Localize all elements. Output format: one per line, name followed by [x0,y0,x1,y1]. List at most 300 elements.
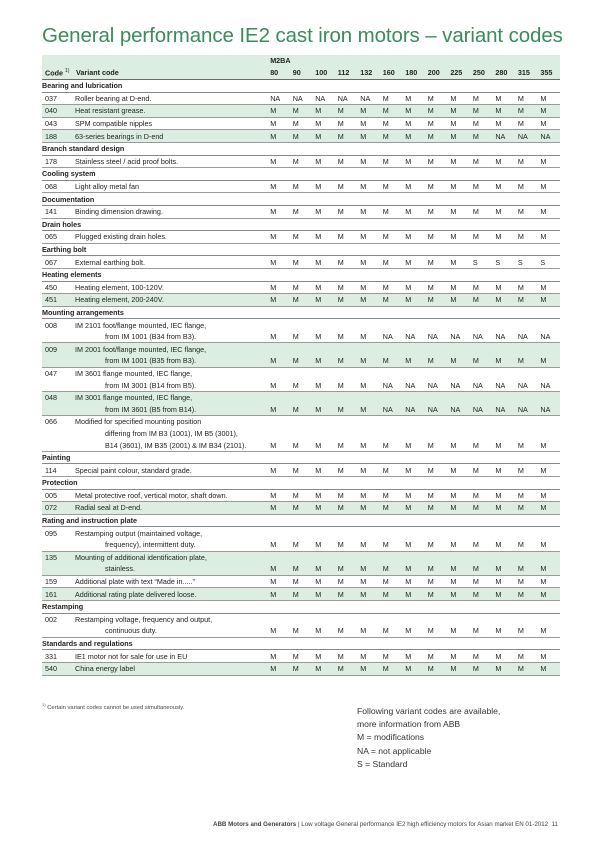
availability-cell [290,527,313,539]
availability-cell: M [447,464,470,477]
variant-code: 450 [42,281,72,294]
availability-cell: M [312,294,335,307]
availability-cell: M [492,105,515,118]
availability-cell: M [537,281,560,294]
table-row [42,625,560,637]
availability-cell: M [425,155,448,168]
availability-cell: M [515,231,538,244]
availability-cell: M [290,650,313,663]
availability-cell: M [267,539,290,551]
availability-cell: M [470,439,493,451]
availability-cell: M [447,155,470,168]
availability-cell: M [267,464,290,477]
table-row [42,613,560,625]
variant-code: 095 [45,528,57,538]
availability-cell: M [312,130,335,143]
availability-cell [402,551,425,563]
availability-cell: M [402,117,425,130]
variant-description: Special paint colour, standard grade. [72,464,267,477]
availability-cell [537,416,560,428]
legend-line: NA = not applicable [357,745,432,756]
availability-cell [335,551,358,563]
availability-cell: M [335,439,358,451]
availability-cell [515,367,538,379]
availability-cell: M [267,180,290,193]
variant-code: 008 [45,320,57,330]
footnote-mark: 1) [42,702,46,707]
availability-cell: M [447,205,470,218]
availability-cell: M [470,464,493,477]
availability-cell: M [402,205,425,218]
variant-code [42,403,72,415]
availability-cell: NA [290,92,313,105]
table-row [42,403,560,415]
availability-cell [537,319,560,331]
variant-code: 141 [42,205,72,218]
availability-cell: M [447,489,470,502]
section-title: Heating elements [42,268,560,281]
availability-cell [537,343,560,355]
availability-cell [425,613,448,625]
code-footnote-mark: 1) [64,67,70,74]
availability-cell [447,343,470,355]
availability-cell: NA [335,92,358,105]
variant-description: External earthing bolt. [72,256,267,269]
availability-cell: M [335,539,358,551]
availability-cell: M [267,588,290,601]
availability-cell: M [312,575,335,588]
section-row [42,268,560,281]
variant-code: 188 [42,130,72,143]
availability-cell [357,391,380,403]
availability-cell: M [290,355,313,367]
variant-description: China energy label [72,662,267,675]
availability-cell: M [380,464,403,477]
table-row [42,155,560,168]
availability-cell: M [312,355,335,367]
availability-cell: M [290,575,313,588]
availability-cell [267,428,290,440]
availability-cell [380,551,403,563]
section-title: Branch standard design [42,142,560,155]
availability-cell: NA [537,403,560,415]
availability-cell: M [380,650,403,663]
availability-cell [402,391,425,403]
availability-cell [335,416,358,428]
availability-cell [470,367,493,379]
availability-cell: M [402,105,425,118]
availability-cell: M [447,539,470,551]
table-row [42,489,560,502]
availability-cell: M [357,130,380,143]
availability-cell: NA [492,331,515,343]
product-header: M2BA [267,55,560,66]
section-title: Painting [42,451,560,464]
availability-cell: M [357,294,380,307]
availability-cell: NA [447,379,470,391]
legend-line: S = Standard [357,758,408,769]
availability-cell [290,416,313,428]
variant-description: Roller bearing at D-end. [72,92,267,105]
variant-description: frequency), intermittent duty. [72,539,267,551]
availability-cell: M [357,403,380,415]
table-row [42,416,560,428]
availability-cell: M [537,205,560,218]
availability-cell: M [425,205,448,218]
availability-cell [335,343,358,355]
footer-text: Low voltage General performance IE2 high efficiency motors for Asian market EN 01-2012 [301,821,549,828]
availability-cell [425,428,448,440]
availability-cell: M [425,502,448,515]
availability-cell: M [515,155,538,168]
availability-cell: M [380,205,403,218]
availability-cell: NA [470,379,493,391]
variant-code [42,331,72,343]
variant-description: from IM 3001 (B14 from B5). [72,379,267,391]
availability-cell: M [425,281,448,294]
availability-cell [290,319,313,331]
availability-cell: M [312,256,335,269]
table-row [42,343,560,355]
availability-cell: M [402,439,425,451]
availability-cell: M [537,294,560,307]
availability-cell: M [537,563,560,575]
availability-cell: M [380,256,403,269]
availability-cell: M [425,105,448,118]
availability-cell: M [515,294,538,307]
availability-cell: M [357,256,380,269]
availability-cell [402,416,425,428]
availability-cell: NA [492,403,515,415]
availability-cell: M [470,294,493,307]
variant-code [42,539,72,551]
size-header: 200 [425,66,448,80]
variant-code [42,563,72,575]
availability-cell: M [267,563,290,575]
availability-cell: M [447,355,470,367]
variant-code: 005 [42,489,72,502]
availability-cell: M [425,256,448,269]
variant-description: Plugged existing drain holes. [72,231,267,244]
availability-cell: M [447,625,470,637]
availability-cell: M [267,155,290,168]
legend-line: more information from ABB [357,719,461,730]
availability-cell: M [492,625,515,637]
availability-cell: M [312,180,335,193]
availability-cell: M [537,117,560,130]
availability-cell [447,416,470,428]
page-number: 11 [551,821,558,828]
availability-cell: M [515,281,538,294]
availability-cell: M [470,231,493,244]
availability-cell: M [425,130,448,143]
availability-cell [492,367,515,379]
availability-cell [267,416,290,428]
availability-cell: M [402,662,425,675]
availability-cell [537,367,560,379]
availability-cell [515,428,538,440]
size-header: 355 [537,66,560,80]
availability-cell [312,428,335,440]
availability-cell: M [380,575,403,588]
availability-cell: M [402,625,425,637]
variant-description: Heat resistant grease. [72,105,267,118]
availability-cell: M [492,180,515,193]
availability-cell: M [290,625,313,637]
table-row [42,379,560,391]
legend-line: Following variant codes are available, [357,706,501,716]
section-row [42,193,560,206]
availability-cell: M [402,539,425,551]
table-row [42,575,560,588]
availability-cell: M [537,625,560,637]
table-row [42,662,560,675]
availability-cell [335,367,358,379]
availability-cell: M [312,563,335,575]
availability-cell: M [515,105,538,118]
availability-cell: M [515,92,538,105]
availability-cell [380,367,403,379]
availability-cell: M [357,231,380,244]
availability-cell: M [380,294,403,307]
availability-cell [402,319,425,331]
availability-cell: M [515,650,538,663]
availability-cell: M [402,130,425,143]
availability-cell: M [312,650,335,663]
availability-cell: M [335,231,358,244]
availability-cell [312,416,335,428]
availability-cell: M [425,231,448,244]
availability-cell: M [470,281,493,294]
availability-cell: M [537,180,560,193]
availability-cell [380,343,403,355]
availability-cell: M [447,256,470,269]
availability-cell: M [357,575,380,588]
availability-cell: M [267,117,290,130]
availability-cell: M [357,502,380,515]
section-title: Earthing bolt [42,243,560,256]
table-row [42,117,560,130]
availability-cell: M [515,588,538,601]
table-row [42,92,560,105]
table-row [42,428,560,440]
table-row [42,539,560,551]
variant-description: SPM compatible nipples [72,117,267,130]
availability-cell: M [357,117,380,130]
availability-cell: M [357,180,380,193]
availability-cell: NA [380,403,403,415]
availability-cell: M [335,117,358,130]
availability-cell: M [335,180,358,193]
variant-description: from IM 3601 (B5 from B14). [72,403,267,415]
variant-description: Restamping voltage, frequency and output, [75,614,213,624]
availability-cell: M [402,575,425,588]
variant-description: 63-series bearings in D-end [72,130,267,143]
availability-cell: NA [537,130,560,143]
availability-cell: M [312,625,335,637]
availability-cell: M [380,231,403,244]
size-header: 80 [267,66,290,80]
variant-code: 002 [45,614,57,624]
variant-description: differing from IM B3 (1001), IM B5 (3001), [105,428,238,438]
table-header-row [42,66,560,80]
availability-cell: M [335,281,358,294]
availability-cell [357,367,380,379]
availability-cell: M [290,563,313,575]
availability-cell: M [492,92,515,105]
availability-cell: M [335,464,358,477]
availability-cell [515,391,538,403]
section-row [42,451,560,464]
section-title: Mounting arrangements [42,306,560,319]
variant-description: Modified for specified mounting position [75,417,202,427]
size-header: 180 [402,66,425,80]
availability-cell [447,551,470,563]
availability-cell: M [402,155,425,168]
availability-cell [425,416,448,428]
availability-cell: M [267,439,290,451]
availability-cell: M [335,205,358,218]
availability-cell: M [335,256,358,269]
variant-code: 066 [45,417,57,427]
variant-description: Light alloy metal fan [72,180,267,193]
availability-cell [312,319,335,331]
table-row [42,367,560,379]
availability-cell: M [492,650,515,663]
availability-cell: M [492,281,515,294]
availability-cell: M [537,650,560,663]
section-row [42,80,560,93]
variant-code [42,355,72,367]
availability-cell: NA [515,331,538,343]
availability-cell: M [447,281,470,294]
section-row [42,168,560,181]
availability-cell: M [470,650,493,663]
availability-cell [335,428,358,440]
section-title: Cooling system [42,168,560,181]
availability-cell: M [492,231,515,244]
table-row [42,650,560,663]
size-header: 90 [290,66,313,80]
availability-cell [470,613,493,625]
variant-description: continuous duty. [72,625,267,637]
availability-cell: M [290,281,313,294]
availability-cell: M [492,539,515,551]
table-row [42,180,560,193]
availability-cell: M [335,502,358,515]
availability-cell [447,527,470,539]
availability-cell: M [537,502,560,515]
availability-cell: M [425,489,448,502]
availability-cell: M [267,281,290,294]
availability-cell: M [447,117,470,130]
availability-cell [312,391,335,403]
availability-cell: M [312,502,335,515]
size-header: 280 [492,66,515,80]
availability-cell: M [515,489,538,502]
availability-cell [290,391,313,403]
availability-cell [380,319,403,331]
availability-cell: M [380,355,403,367]
availability-cell: M [380,117,403,130]
availability-cell: M [447,294,470,307]
availability-cell [402,343,425,355]
availability-cell: M [290,489,313,502]
availability-cell: M [447,502,470,515]
variant-code: 178 [42,155,72,168]
availability-cell [357,551,380,563]
availability-cell: M [515,662,538,675]
availability-cell [380,428,403,440]
availability-cell: M [492,489,515,502]
availability-cell: M [335,662,358,675]
availability-cell: M [537,575,560,588]
availability-cell [537,613,560,625]
variant-code: 067 [42,256,72,269]
section-row [42,514,560,527]
availability-cell [380,527,403,539]
availability-cell: M [312,117,335,130]
availability-cell: M [290,331,313,343]
availability-cell: M [290,539,313,551]
availability-cell: M [537,662,560,675]
availability-cell: M [515,180,538,193]
availability-cell: M [447,650,470,663]
availability-cell: M [267,231,290,244]
availability-cell [335,319,358,331]
availability-cell: M [290,155,313,168]
variant-code: 451 [42,294,72,307]
availability-cell: M [492,155,515,168]
availability-cell: M [402,92,425,105]
availability-cell: M [402,464,425,477]
availability-cell: M [357,625,380,637]
availability-cell: M [267,625,290,637]
table-row [42,130,560,143]
availability-cell: M [515,355,538,367]
variant-code: 072 [42,502,72,515]
page-title: General performance IE2 cast iron motors – variant codes [42,24,563,47]
availability-cell: M [425,117,448,130]
availability-cell: M [312,439,335,451]
availability-cell: M [267,355,290,367]
availability-cell [492,319,515,331]
availability-cell: M [447,105,470,118]
code-header-label: Code [45,68,63,78]
table-row [42,391,560,403]
availability-cell [447,367,470,379]
availability-cell: M [492,502,515,515]
availability-cell: S [492,256,515,269]
availability-cell [470,319,493,331]
availability-cell: M [492,662,515,675]
availability-cell: M [335,489,358,502]
legend [357,705,500,771]
availability-cell: M [492,294,515,307]
availability-cell: M [447,662,470,675]
availability-cell: M [537,155,560,168]
availability-cell [335,391,358,403]
variant-description: Radial seal at D-end. [72,502,267,515]
variant-description: B14 (3601), IM B35 (2001) & IM B34 (2101). [72,439,267,451]
availability-cell: M [357,588,380,601]
page-footer [213,821,558,828]
availability-cell: S [470,256,493,269]
variant-code: 114 [42,464,72,477]
variant-description: from IM 1001 (B34 from B3). [72,331,267,343]
size-header: 250 [470,66,493,80]
availability-cell: NA [425,331,448,343]
